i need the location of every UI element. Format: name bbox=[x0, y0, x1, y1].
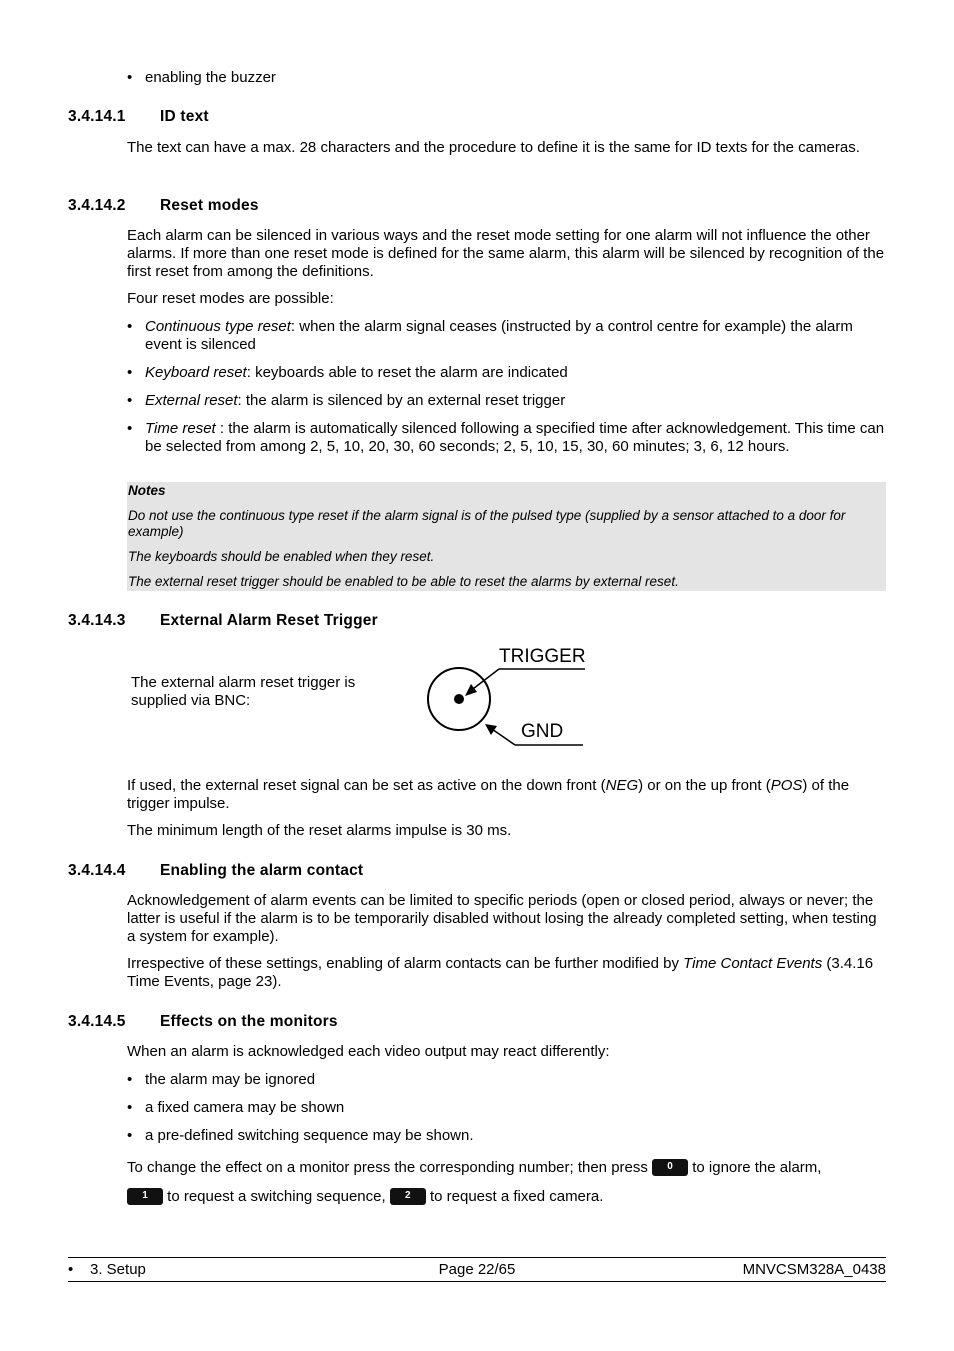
section-heading-monitor-effects: 3.4.14.5 Effects on the monitors bbox=[68, 1013, 338, 1030]
list-item: • External reset: the alarm is silenced by an external reset trigger bbox=[127, 392, 887, 410]
footer-left: • 3. Setup bbox=[68, 1261, 146, 1278]
footer-top-rule bbox=[68, 1257, 886, 1258]
note-line: Do not use the continuous type reset if the alarm signal is of the pulsed type (supplied by a sensor attached to a door for example) bbox=[128, 508, 846, 539]
bnc-center-pin bbox=[454, 694, 464, 704]
footer-page-number: Page 22/65 bbox=[438, 1261, 516, 1278]
notes-box bbox=[127, 482, 886, 591]
section-heading-id-text: 3.4.14.1 ID text bbox=[68, 108, 209, 125]
footer-bottom-rule bbox=[68, 1281, 886, 1282]
key-1-icon: 1 bbox=[127, 1188, 163, 1205]
paragraph: 1 to request a switching sequence, 2 to request a fixed camera. bbox=[127, 1187, 887, 1207]
gnd-label: GND bbox=[521, 721, 564, 742]
paragraph: Acknowledgement of alarm events can be limited to specific periods (open or closed period, always or never; the latter is useful if the alarm is to be temporarily disabled without losing the already completed setting, when testing a system for example). bbox=[127, 892, 877, 945]
list-item: • a fixed camera may be shown bbox=[127, 1099, 887, 1117]
note-line: The keyboards should be enabled when they reset. bbox=[128, 549, 435, 564]
bnc-connector-diagram bbox=[415, 640, 605, 752]
paragraph: Irrespective of these settings, enabling of alarm contacts can be further modified by Time Contact Events (3.4.16 Time Events, page 23). bbox=[127, 955, 874, 990]
paragraph: When an alarm is acknowledged each video output may react differently: bbox=[127, 1043, 610, 1060]
paragraph: If used, the external reset signal can be set as active on the down front (NEG) or on the up front (POS) of the trigger impulse. bbox=[127, 777, 850, 812]
list-item: • a pre-defined switching sequence may be shown. bbox=[127, 1127, 887, 1145]
list-item: • enabling the buzzer bbox=[127, 69, 887, 87]
paragraph: Each alarm can be silenced in various ways and the reset mode setting for one alarm will not influence the other alarms. If more than one reset mode is defined for the same alarm, this alarm will be silenced by recognition of the first reset from among the definitions. bbox=[127, 227, 885, 280]
key-0-icon: 0 bbox=[652, 1159, 688, 1176]
list-item: • the alarm may be ignored bbox=[127, 1071, 887, 1089]
section-heading-reset-modes: 3.4.14.2 Reset modes bbox=[68, 197, 259, 214]
section-heading-external-trigger: 3.4.14.3 External Alarm Reset Trigger bbox=[68, 612, 378, 629]
notes-title: Notes bbox=[128, 483, 166, 498]
key-2-icon: 2 bbox=[390, 1188, 426, 1205]
section-heading-alarm-contact: 3.4.14.4 Enabling the alarm contact bbox=[68, 862, 364, 879]
paragraph: To change the effect on a monitor press the corresponding number; then press 0 to ignore the alarm, bbox=[127, 1159, 822, 1176]
list-item: • Time reset : the alarm is automatically silenced following a specified time after acknowledgement. This time can be selected from among 2, 5, 10, 20, 30, 60 seconds; 2, 5, 10, 15, 30, 60 minutes; 3, 6, 12 hours. bbox=[127, 420, 887, 456]
list-item: • Continuous type reset: when the alarm signal ceases (instructed by a control centre for example) the alarm event is silenced bbox=[127, 318, 887, 354]
list-item: • Keyboard reset: keyboards able to reset the alarm are indicated bbox=[127, 364, 887, 382]
figure-caption: The external alarm reset trigger is supplied via BNC: bbox=[131, 674, 356, 709]
paragraph: The text can have a max. 28 characters and the procedure to define it is the same for ID texts for the cameras. bbox=[127, 139, 860, 156]
trigger-label: TRIGGER bbox=[499, 646, 586, 667]
trigger-arrowhead bbox=[465, 684, 477, 696]
paragraph: The minimum length of the reset alarms impulse is 30 ms. bbox=[127, 822, 512, 839]
footer-doc-id: MNVCSM328A_0438 bbox=[742, 1261, 886, 1278]
gnd-arrowhead bbox=[485, 724, 497, 735]
note-line: The external reset trigger should be enabled to be able to reset the alarms by external reset. bbox=[128, 574, 679, 589]
paragraph: Four reset modes are possible: bbox=[127, 290, 334, 307]
